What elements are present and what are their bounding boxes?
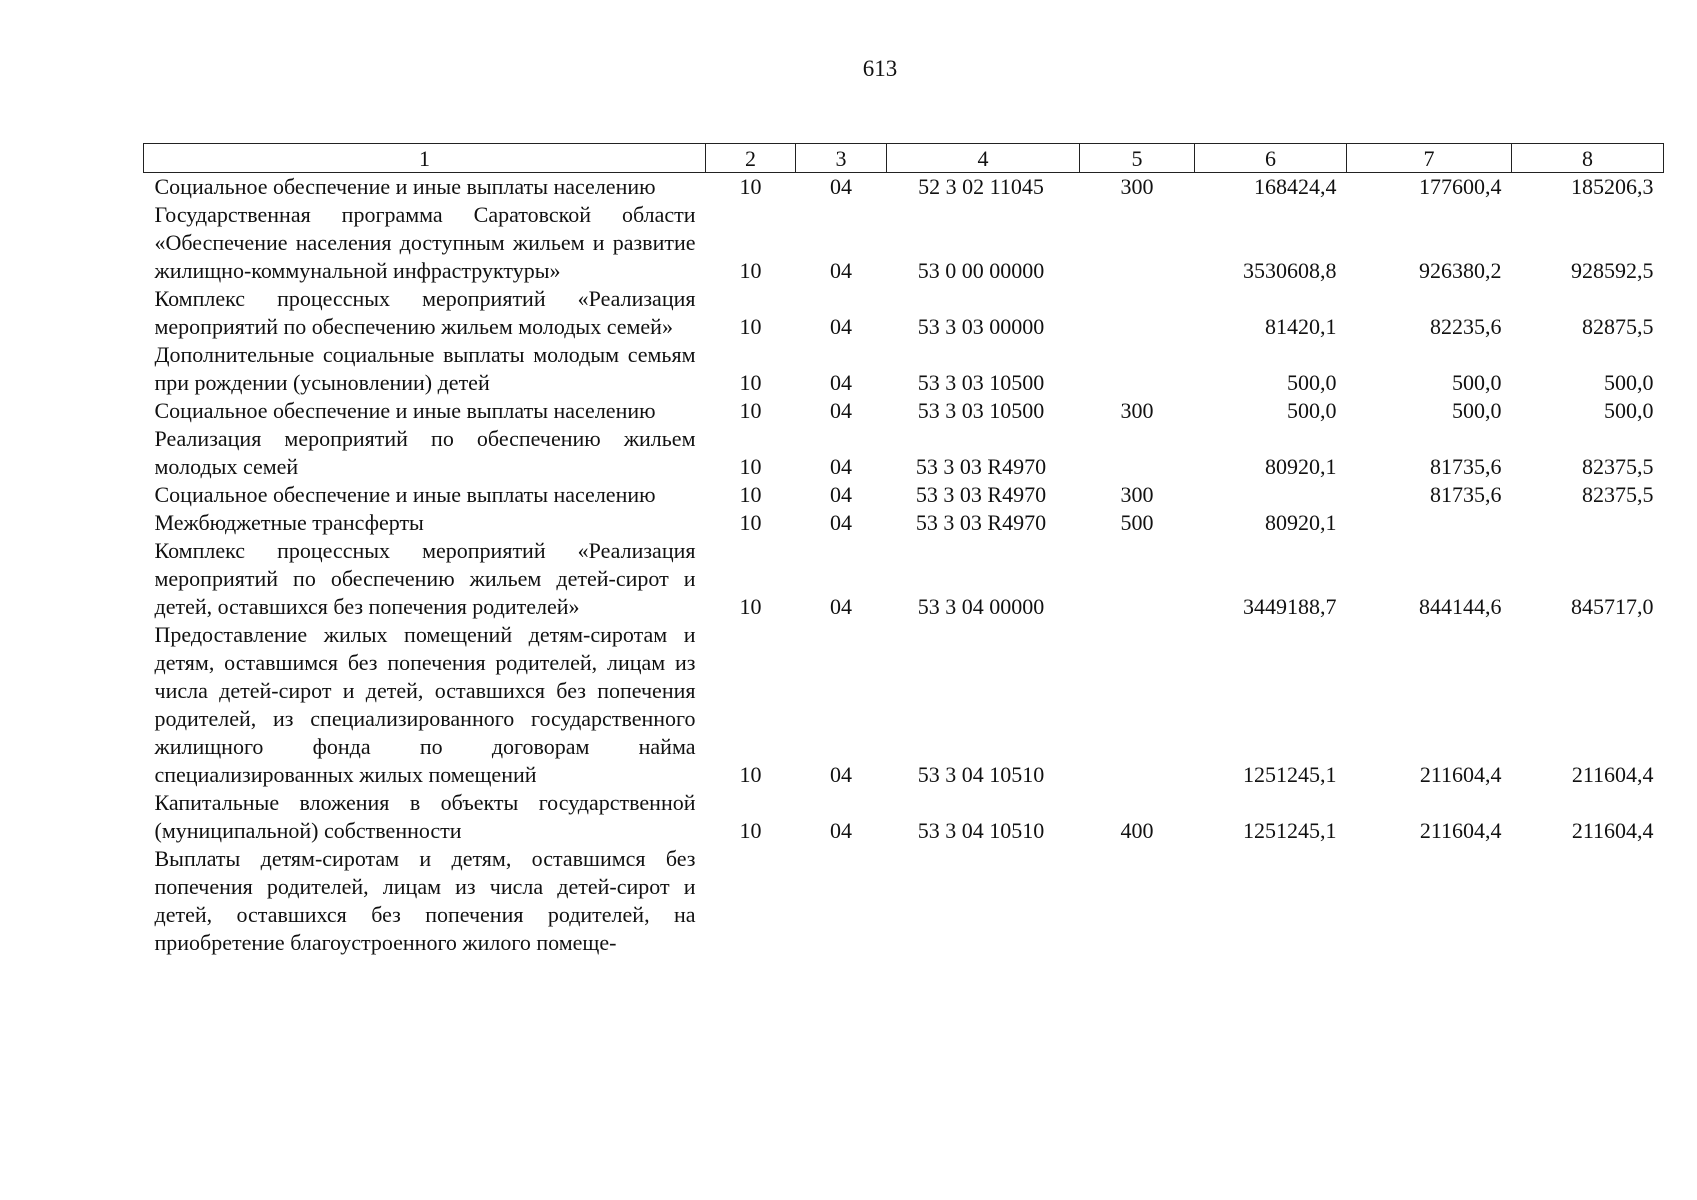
column-header: 3 [796, 144, 887, 173]
amount-col-8: 82375,5 [1582, 454, 1654, 479]
section-code: 10 [739, 818, 762, 843]
target-article-code: 53 0 00 00000 [917, 258, 1045, 283]
subsection-code: 04 [830, 594, 852, 619]
column-header: 2 [706, 144, 796, 173]
amount-col-7: 844144,6 [1419, 594, 1502, 619]
target-article-code: 53 3 03 R4970 [915, 454, 1047, 479]
subsection-code: 04 [830, 762, 852, 787]
section-code: 10 [739, 510, 762, 535]
amount-col-8: 211604,4 [1571, 762, 1654, 787]
table-row [144, 845, 1664, 957]
section-code: 10 [739, 370, 762, 395]
amount-col-6 [1195, 481, 1347, 509]
amount-col-7: 177600,4 [1419, 174, 1502, 199]
subsection-code: 04 [830, 454, 852, 479]
amount-col-8: 928592,5 [1571, 258, 1654, 283]
column-header: 7 [1347, 144, 1512, 173]
amount-col-8: 185206,3 [1571, 174, 1654, 199]
amount-col-6: 500,0 [1287, 398, 1337, 423]
amount-col-7: 211604,4 [1419, 762, 1502, 787]
table-row [144, 173, 1664, 202]
amount-col-6: 80920,1 [1265, 510, 1337, 535]
row-description: Реализация мероприятий по обеспечению жильем молодых семей [154, 426, 696, 479]
amount-col-7 [1347, 509, 1512, 537]
target-article-code: 52 3 02 11045 [918, 174, 1044, 199]
target-article-code: 53 3 03 10500 [917, 398, 1045, 423]
amount-col-6: 1251245,1 [1243, 818, 1337, 843]
target-article-code [887, 845, 1080, 957]
subsection-code: 04 [830, 818, 852, 843]
column-header: 1 [144, 144, 706, 173]
row-description: Социальное обеспечение и иные выплаты населению [154, 482, 656, 507]
table-row [144, 425, 1664, 481]
amount-col-6: 168424,4 [1254, 174, 1337, 199]
row-description: Социальное обеспечение и иные выплаты населению [154, 398, 656, 423]
expense-type-code [1080, 845, 1195, 957]
expense-type-code [1080, 537, 1195, 621]
table-row [144, 481, 1664, 509]
subsection-code: 04 [830, 370, 852, 395]
target-article-code: 53 3 04 10510 [917, 818, 1045, 843]
table-row [144, 341, 1664, 397]
row-description: Дополнительные социальные выплаты молодым семьям при рождении (усыновлении) детей [154, 342, 696, 395]
expense-type-code [1080, 285, 1195, 341]
row-description: Государственная программа Саратовской области «Обеспечение населения доступным жильем и развитие жилищно-коммунальной инфраструктуры» [154, 202, 696, 283]
subsection-code: 04 [830, 510, 852, 535]
amount-col-6: 81420,1 [1265, 314, 1337, 339]
subsection-code: 04 [830, 482, 852, 507]
amount-col-7: 81735,6 [1430, 454, 1502, 479]
section-code: 10 [739, 258, 762, 283]
amount-col-6: 500,0 [1287, 370, 1337, 395]
section-code: 10 [739, 762, 762, 787]
target-article-code: 53 3 03 00000 [917, 314, 1045, 339]
column-header: 4 [887, 144, 1080, 173]
table-row [144, 201, 1664, 285]
row-description: Межбюджетные трансферты [154, 510, 424, 535]
section-code: 10 [739, 398, 762, 423]
amount-col-6 [1195, 845, 1347, 957]
amount-col-8: 500,0 [1604, 398, 1654, 423]
column-header: 5 [1080, 144, 1195, 173]
table-row [144, 621, 1664, 789]
target-article-code: 53 3 03 10500 [917, 370, 1045, 395]
row-description: Комплекс процессных мероприятий «Реализация мероприятий по обеспечению жильем молодых семей» [154, 286, 696, 339]
amount-col-8: 82875,5 [1582, 314, 1654, 339]
amount-col-8: 82375,5 [1582, 482, 1654, 507]
amount-col-7: 500,0 [1452, 370, 1502, 395]
expense-type-code [1080, 621, 1195, 789]
target-article-code: 53 3 04 00000 [917, 594, 1045, 619]
subsection-code: 04 [830, 398, 852, 423]
subsection-code: 04 [830, 314, 852, 339]
budget-table [143, 143, 1664, 957]
subsection-code [796, 845, 887, 957]
amount-col-6: 3449188,7 [1243, 594, 1337, 619]
amount-col-7: 211604,4 [1419, 818, 1502, 843]
table-header [144, 144, 1664, 173]
header-row [144, 144, 1664, 173]
column-header: 6 [1195, 144, 1347, 173]
expense-type-code: 500 [1120, 510, 1154, 535]
expense-type-code [1080, 425, 1195, 481]
amount-col-7 [1347, 845, 1512, 957]
expense-type-code: 300 [1120, 398, 1154, 423]
table-row [144, 537, 1664, 621]
table-row [144, 397, 1664, 425]
amount-col-7: 81735,6 [1430, 482, 1502, 507]
subsection-code: 04 [830, 174, 852, 199]
amount-col-6: 1251245,1 [1243, 762, 1337, 787]
amount-col-7: 500,0 [1452, 398, 1502, 423]
amount-col-7: 82235,6 [1430, 314, 1502, 339]
section-code: 10 [739, 594, 762, 619]
page-number: 613 [862, 56, 898, 81]
section-code: 10 [739, 482, 762, 507]
amount-col-6: 80920,1 [1265, 454, 1337, 479]
expense-type-code [1080, 201, 1195, 285]
subsection-code: 04 [830, 258, 852, 283]
section-code: 10 [739, 174, 762, 199]
amount-col-8: 845717,0 [1571, 594, 1654, 619]
amount-col-6: 3530608,8 [1243, 258, 1337, 283]
column-header: 8 [1512, 144, 1664, 173]
target-article-code: 53 3 04 10510 [917, 762, 1045, 787]
amount-col-8 [1512, 845, 1664, 957]
target-article-code: 53 3 03 R4970 [915, 510, 1047, 535]
row-description: Комплекс процессных мероприятий «Реализация мероприятий по обеспечению жильем детей-сирот и детей, оставшихся без попечения родителей» [154, 538, 696, 619]
amount-col-8: 211604,4 [1571, 818, 1654, 843]
row-description: Социальное обеспечение и иные выплаты населению [154, 174, 656, 199]
expense-type-code: 300 [1120, 174, 1154, 199]
table-row [144, 509, 1664, 537]
section-code: 10 [739, 454, 762, 479]
expense-type-code [1080, 341, 1195, 397]
table-body [144, 173, 1664, 958]
table-row [144, 789, 1664, 845]
section-code: 10 [739, 314, 762, 339]
amount-col-8 [1512, 509, 1664, 537]
row-description: Выплаты детям-сиротам и детям, оставшимся без попечения родителей, лицам из числа детей-сирот и детей, оставшихся без попечения родителей, на приобретение благоустроенного жилого помеще- [154, 846, 696, 955]
expense-type-code: 300 [1120, 482, 1154, 507]
expense-type-code: 400 [1120, 818, 1154, 843]
table-row [144, 285, 1664, 341]
row-description: Предоставление жилых помещений детям-сиротам и детям, оставшимся без попечения родителей, лицам из числа детей-сирот и детей, оставшихся без попечения родителей, из специализированного государственного жилищного фонда по договорам найма специализированных жилых помещений [154, 622, 696, 787]
amount-col-7: 926380,2 [1419, 258, 1502, 283]
target-article-code: 53 3 03 R4970 [915, 482, 1047, 507]
amount-col-8: 500,0 [1604, 370, 1654, 395]
section-code [706, 845, 796, 957]
row-description: Капитальные вложения в объекты государственной (муниципальной) собственности [154, 790, 696, 843]
